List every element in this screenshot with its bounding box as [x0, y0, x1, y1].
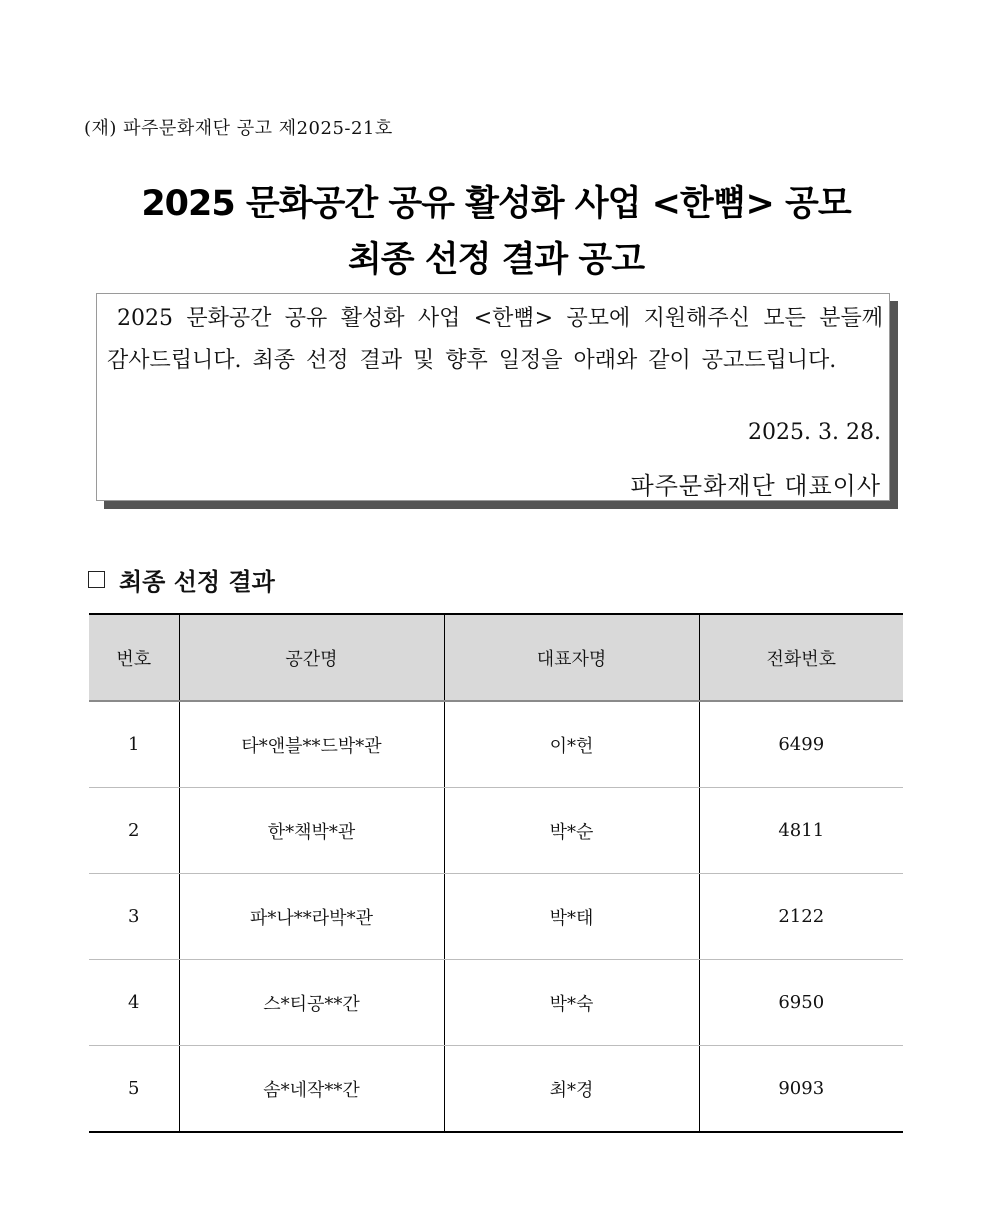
cell-phone: 6950	[699, 960, 903, 1046]
cell-space-name: 스*티공**간	[179, 960, 444, 1046]
cell-space-name: 솜*네작**간	[179, 1046, 444, 1133]
cell-representative: 박*태	[444, 874, 699, 960]
cell-number: 2	[89, 788, 179, 874]
header-phone: 전화번호	[699, 614, 903, 701]
cell-phone: 9093	[699, 1046, 903, 1133]
header-space-name: 공간명	[179, 614, 444, 701]
cell-number: 5	[89, 1046, 179, 1133]
cell-representative: 이*헌	[444, 701, 699, 788]
cell-space-name: 타*앤블**드박*관	[179, 701, 444, 788]
header-number: 번호	[89, 614, 179, 701]
notice-box	[96, 293, 890, 501]
table-header-row	[89, 614, 903, 701]
table-row	[89, 960, 903, 1046]
empty-square-icon	[88, 571, 105, 588]
announcement-number: (재) 파주문화재단 공고 제2025-21호	[84, 118, 393, 139]
cell-phone: 6499	[699, 701, 903, 788]
header-representative: 대표자명	[444, 614, 699, 701]
table-row	[89, 701, 903, 788]
table-row	[89, 1046, 903, 1133]
table-row	[89, 874, 903, 960]
section-title: 최종 선정 결과	[119, 568, 275, 596]
section-heading	[88, 562, 275, 597]
selection-result-table	[89, 613, 903, 1133]
cell-representative: 박*순	[444, 788, 699, 874]
cell-space-name: 파*나**라박*관	[179, 874, 444, 960]
page-title-line-1: 2025 문화공간 공유 활성화 사업 <한뼘> 공모	[141, 184, 851, 224]
page-title-line-2: 최종 선정 결과 공고	[347, 240, 645, 280]
notice-date: 2025. 3. 28.	[748, 420, 881, 445]
notice-body	[107, 298, 883, 382]
notice-signature: 파주문화재단 대표이사	[630, 472, 881, 500]
notice-body-text: 2025 문화공간 공유 활성화 사업 <한뼘> 공모에 지원해주신 모든 분들께 감사드립니다. 최종 선정 결과 및 향후 일정을 아래와 같이 공고드립니다.	[107, 306, 883, 373]
table-row	[89, 788, 903, 874]
cell-representative: 박*숙	[444, 960, 699, 1046]
cell-space-name: 한*책박*관	[179, 788, 444, 874]
cell-number: 4	[89, 960, 179, 1046]
cell-representative: 최*경	[444, 1046, 699, 1133]
cell-phone: 2122	[699, 874, 903, 960]
cell-number: 3	[89, 874, 179, 960]
cell-number: 1	[89, 701, 179, 788]
cell-phone: 4811	[699, 788, 903, 874]
